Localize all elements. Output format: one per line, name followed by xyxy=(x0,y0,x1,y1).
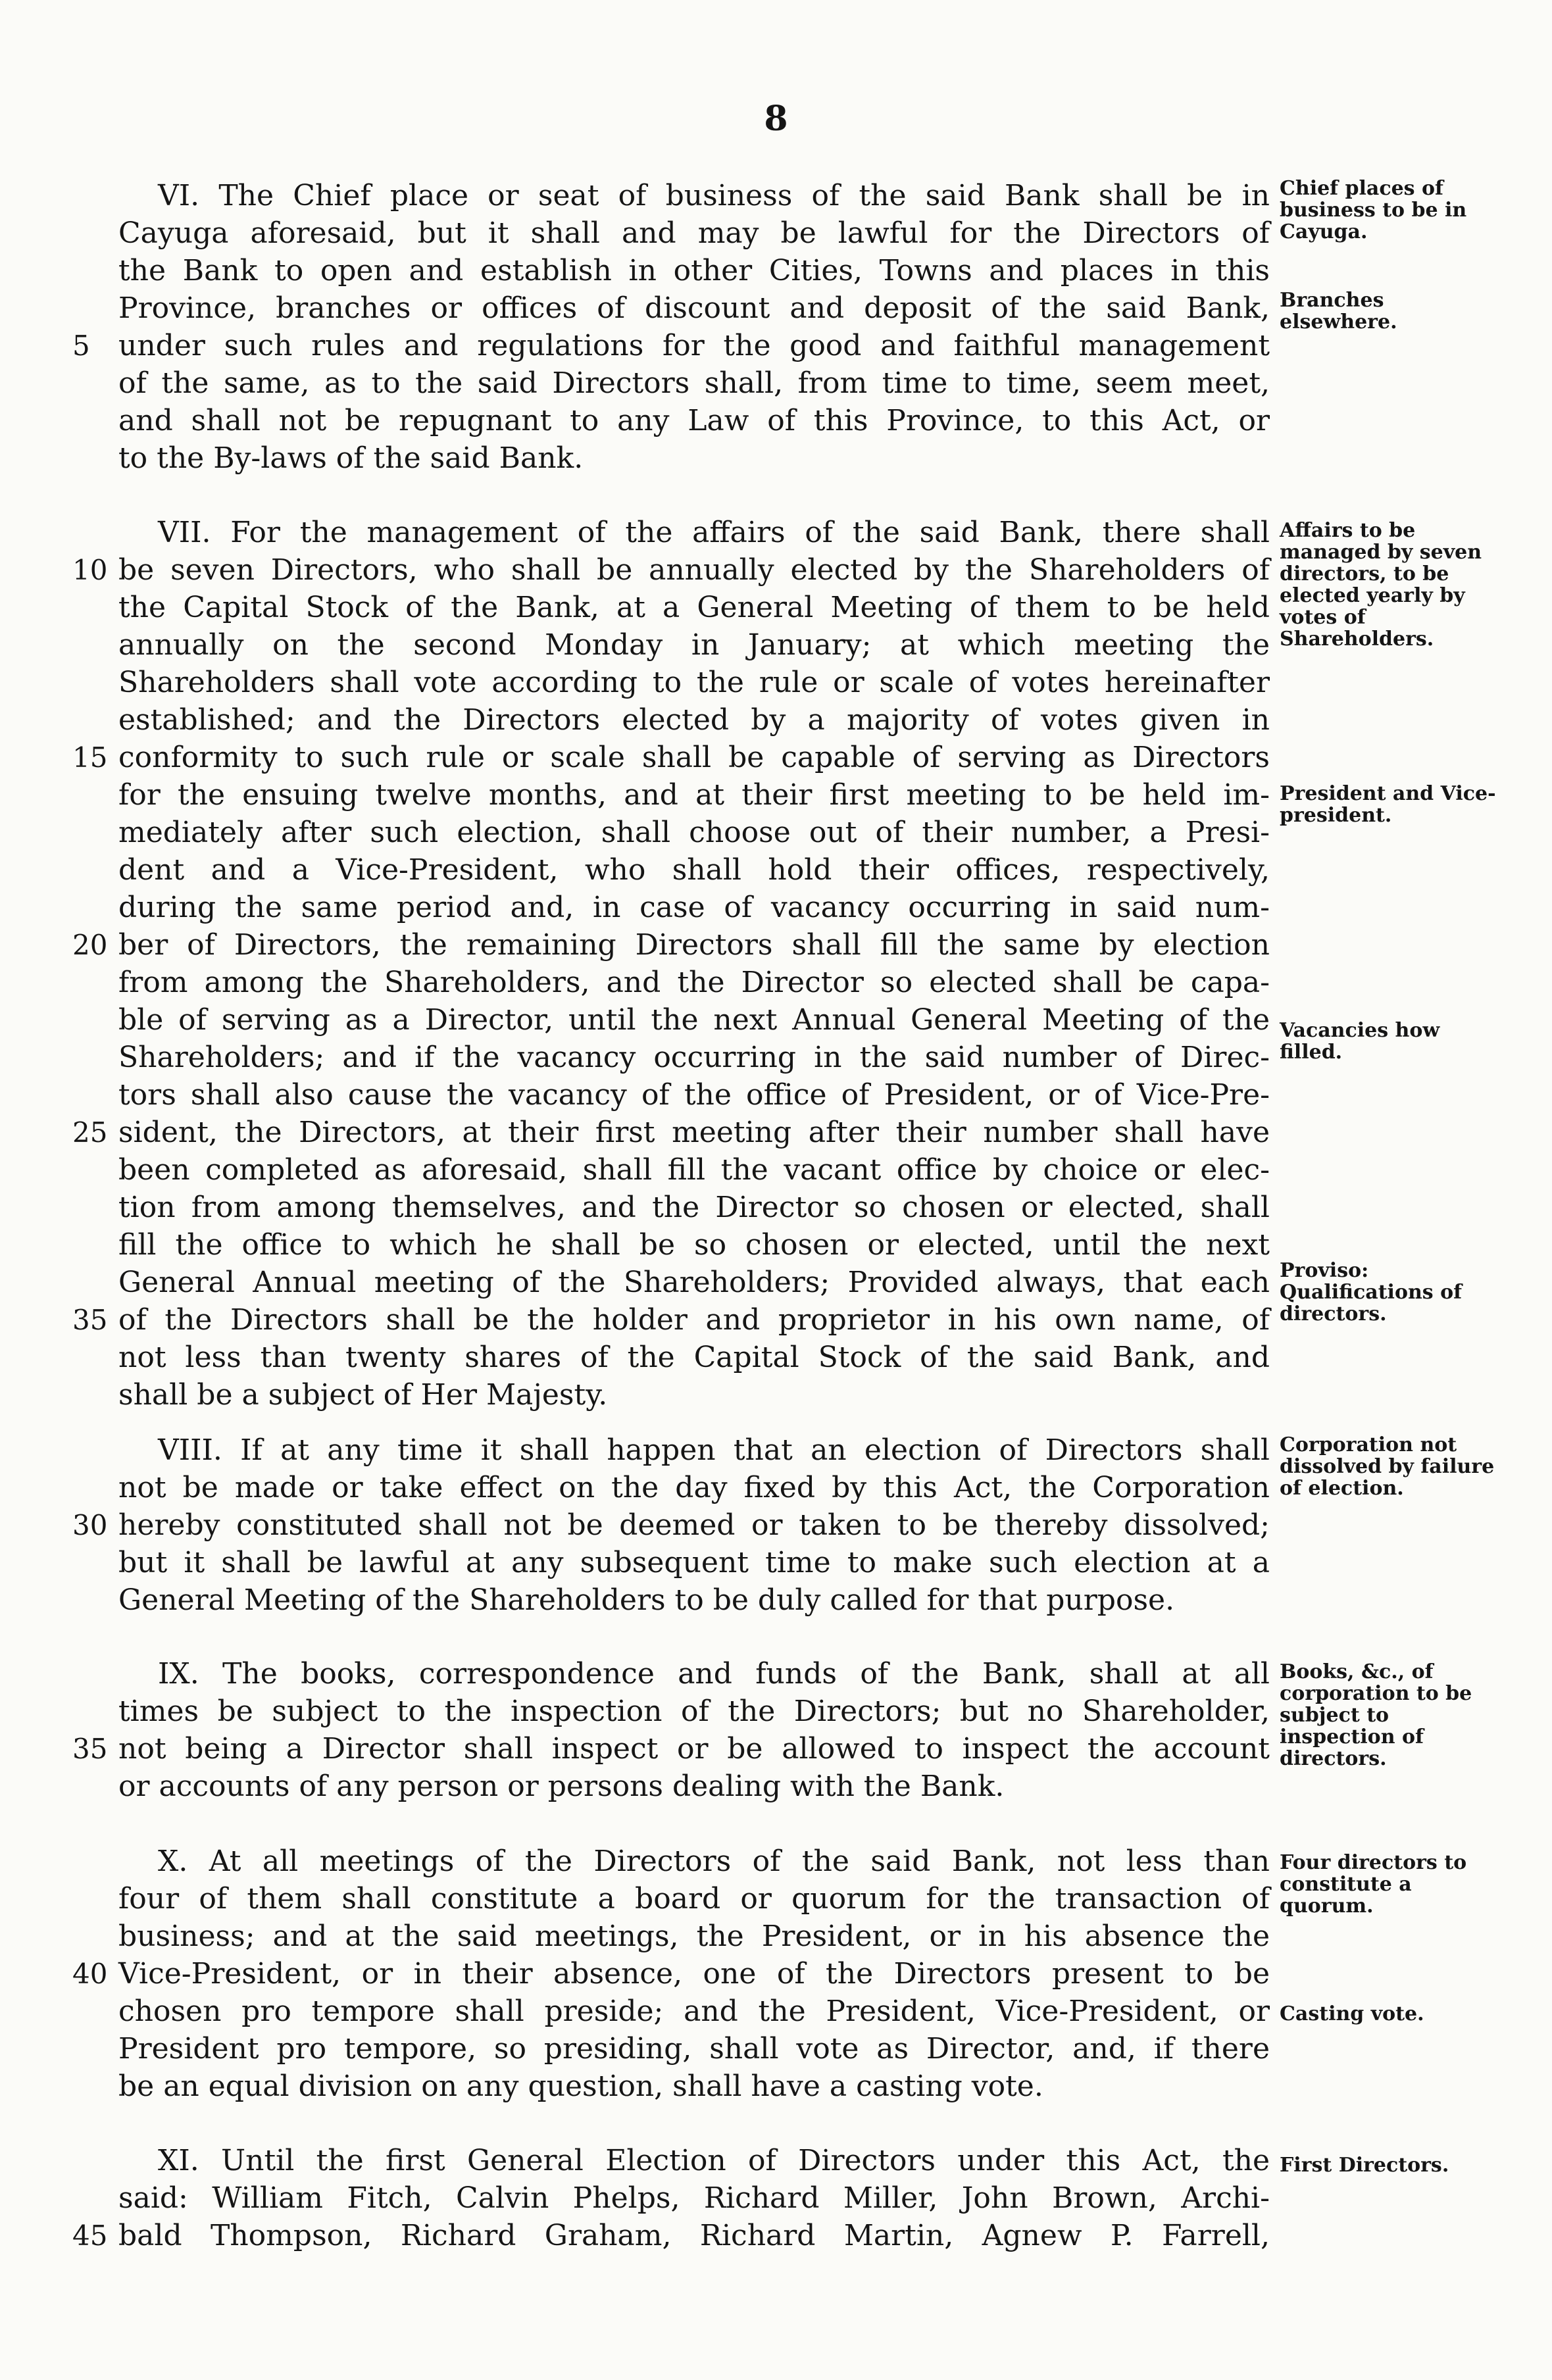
line-text: sident, the Directors, at their first meeting after their number shall have xyxy=(118,1116,1270,1149)
line-text: tors shall also cause the vacancy of the office of President, or of Vice-Pre- xyxy=(118,1078,1270,1112)
line-number: 15 xyxy=(72,741,108,774)
line-text: Cayuga aforesaid, but it shall and may be lawful for the Directors of xyxy=(118,216,1270,250)
text-line xyxy=(72,1113,1270,1153)
text-line xyxy=(118,2029,1270,2069)
margin-note-casting-vote: Casting vote. xyxy=(1280,2002,1424,2025)
text-line xyxy=(118,888,1270,928)
page-number: 8 xyxy=(764,99,788,139)
text-line xyxy=(118,701,1270,740)
text-line xyxy=(118,401,1270,441)
line-number: 25 xyxy=(72,1116,108,1149)
margin-note-president: President and Vice-president. xyxy=(1280,782,1496,827)
line-number: 45 xyxy=(72,2219,108,2252)
line-text: VIII. If at any time it shall happen that an election of Directors shall xyxy=(158,1433,1270,1467)
text-line xyxy=(118,776,1270,815)
text-line xyxy=(118,2067,1270,2106)
line-text: but it shall be lawful at any subsequent time to make such election at a xyxy=(118,1546,1270,1579)
line-text: chosen pro tempore shall preside; and the President, Vice-President, or xyxy=(118,1995,1270,2028)
text-line xyxy=(72,2216,1270,2256)
margin-note-vacancies: Vacancies how filled. xyxy=(1280,1019,1440,1064)
line-text: IX. The books, correspondence and funds of the Bank, shall at all xyxy=(158,1657,1270,1691)
text-line xyxy=(158,2141,1270,2181)
text-line xyxy=(118,1151,1270,1190)
text-line xyxy=(118,1226,1270,1265)
line-text: during the same period and, in case of vacancy occurring in said num- xyxy=(118,891,1270,924)
text-line xyxy=(72,738,1270,778)
margin-note-books: Books, &c., of corporation to be subject to inspection of directors. xyxy=(1280,1660,1472,1770)
text-line xyxy=(72,551,1270,590)
line-text: established; and the Directors elected by a majority of votes given in xyxy=(118,703,1270,737)
line-text: ber of Directors, the remaining Directors shall fill the same by election xyxy=(118,928,1270,962)
line-text: not less than twenty shares of the Capital Stock of the said Bank, and xyxy=(118,1341,1270,1374)
margin-note-chief-place: Chief places of business to be in Cayuga. xyxy=(1280,177,1467,243)
line-text: be seven Directors, who shall be annually elected by the Shareholders of xyxy=(118,553,1270,587)
text-line xyxy=(72,1506,1270,1545)
line-text: of the Directors shall be the holder and proprietor in his own name, of xyxy=(118,1303,1270,1337)
line-text: Vice-President, or in their absence, one of the Directors present to be xyxy=(118,1957,1270,1991)
margin-note-first-directors: First Directors. xyxy=(1280,2154,1449,2177)
line-text: conformity to such rule or scale shall be capable of serving as Directors xyxy=(118,741,1270,774)
margin-note-quorum: Four directors to constitute a quorum. xyxy=(1280,1851,1467,1918)
margin-note-corporation: Corporation not dissolved by failure of election. xyxy=(1280,1433,1495,1500)
line-text: XI. Until the first General Election of Directors under this Act, the xyxy=(158,2144,1270,2177)
text-line xyxy=(118,1917,1270,1956)
text-line xyxy=(118,439,1270,478)
line-text: be an equal division on any question, shall have a casting vote. xyxy=(118,2070,1043,2103)
text-line xyxy=(118,663,1270,703)
text-line xyxy=(158,513,1270,553)
line-text: and shall not be repugnant to any Law of this Province, to this Act, or xyxy=(118,404,1270,437)
margin-note-proviso: Proviso: Qualifications of directors. xyxy=(1280,1259,1463,1326)
line-text: said: William Fitch, Calvin Phelps, Richard Miller, John Brown, Archi- xyxy=(118,2181,1270,2215)
text-line xyxy=(118,1992,1270,2031)
line-text: Shareholders; and if the vacancy occurring in the said number of Direc- xyxy=(118,1041,1270,1074)
line-text: mediately after such election, shall choose out of their number, a Presi- xyxy=(118,816,1270,849)
text-line xyxy=(118,626,1270,665)
line-text: X. At all meetings of the Directors of the said Bank, not less than xyxy=(158,1845,1270,1878)
line-text: hereby constituted shall not be deemed or taken to be thereby dissolved; xyxy=(118,1508,1270,1542)
line-text: dent and a Vice-President, who shall hold their offices, respectively, xyxy=(118,853,1270,887)
line-text: General Annual meeting of the Shareholders; Provided always, that each xyxy=(118,1266,1270,1299)
line-text: tion from among themselves, and the Director so chosen or elected, shall xyxy=(118,1191,1270,1224)
text-line xyxy=(118,1076,1270,1115)
line-text: ble of serving as a Director, until the next Annual General Meeting of the xyxy=(118,1003,1270,1037)
line-text: VII. For the management of the affairs of the said Bank, there shall xyxy=(158,516,1270,549)
line-text: not being a Director shall inspect or be allowed to inspect the account xyxy=(118,1732,1270,1766)
line-text: shall be a subject of Her Majesty. xyxy=(118,1378,608,1412)
line-number: 30 xyxy=(72,1509,108,1541)
text-line xyxy=(72,1954,1270,1994)
line-text: fill the office to which he shall be so chosen or elected, until the next xyxy=(118,1228,1270,1262)
line-text: General Meeting of the Shareholders to be duly called for that purpose. xyxy=(118,1583,1175,1617)
line-text: under such rules and regulations for the good and faithful management xyxy=(118,329,1270,362)
margin-note-branches: Branches elsewhere. xyxy=(1280,289,1397,334)
text-line xyxy=(118,1767,1270,1806)
line-text: to the By-laws of the said Bank. xyxy=(118,441,584,475)
text-line xyxy=(118,1188,1270,1227)
line-number: 35 xyxy=(72,1304,108,1336)
line-text: not be made or take effect on the day fixed by this Act, the Corporation xyxy=(118,1471,1270,1504)
line-number: 5 xyxy=(72,330,90,362)
line-text: Province, branches or offices of discount and deposit of the said Bank, xyxy=(118,291,1270,325)
line-text: Shareholders shall vote according to the rule or scale of votes hereinafter xyxy=(118,666,1270,699)
line-text: or accounts of any person or persons dealing with the Bank. xyxy=(118,1770,1005,1803)
line-text: times be subject to the inspection of the Directors; but no Shareholder, xyxy=(118,1695,1270,1728)
text-line xyxy=(118,1879,1270,1919)
text-line xyxy=(158,1431,1270,1470)
text-line xyxy=(158,176,1270,216)
text-line xyxy=(118,588,1270,628)
line-text: annually on the second Monday in January; at which meeting the xyxy=(118,628,1270,662)
line-text: been completed as aforesaid, shall fill the vacant office by choice or elec- xyxy=(118,1153,1270,1187)
line-text: President pro tempore, so presiding, shall vote as Director, and, if there xyxy=(118,2032,1270,2066)
line-text: bald Thompson, Richard Graham, Richard Martin, Agnew P. Farrell, xyxy=(118,2219,1270,2252)
text-line xyxy=(118,251,1270,291)
text-line xyxy=(118,1263,1270,1302)
text-line xyxy=(118,813,1270,853)
text-line xyxy=(118,2179,1270,2218)
line-text: from among the Shareholders, and the Director so elected shall be capa- xyxy=(118,966,1270,999)
text-line xyxy=(118,214,1270,253)
line-number: 10 xyxy=(72,554,108,586)
line-text: of the same, as to the said Directors shall, from time to time, seem meet, xyxy=(118,366,1270,400)
text-line xyxy=(118,851,1270,890)
line-text: VI. The Chief place or seat of business of the said Bank shall be in xyxy=(158,179,1270,212)
text-line xyxy=(158,1654,1270,1694)
line-number: 40 xyxy=(72,1958,108,1990)
text-line xyxy=(72,926,1270,965)
text-line xyxy=(118,1692,1270,1731)
text-line xyxy=(118,289,1270,328)
text-line xyxy=(158,1842,1270,1881)
margin-note-affairs: Affairs to be managed by seven directors, to be elected yearly by votes of Shareholders. xyxy=(1280,519,1482,651)
line-number: 20 xyxy=(72,929,108,961)
text-line xyxy=(118,1468,1270,1508)
line-text: business; and at the said meetings, the President, or in his absence the xyxy=(118,1920,1270,1953)
text-line xyxy=(118,1543,1270,1583)
line-text: for the ensuing twelve months, and at their first meeting to be held im- xyxy=(118,778,1270,812)
line-text: the Bank to open and establish in other Cities, Towns and places in this xyxy=(118,254,1270,287)
line-text: the Capital Stock of the Bank, at a General Meeting of them to be held xyxy=(118,591,1270,624)
text-line xyxy=(118,1338,1270,1377)
text-line xyxy=(118,1376,1270,1415)
line-number: 35 xyxy=(72,1733,108,1765)
text-line xyxy=(72,1301,1270,1340)
line-text: four of them shall constitute a board or quorum for the transaction of xyxy=(118,1882,1270,1916)
text-line xyxy=(118,1038,1270,1078)
text-line xyxy=(72,326,1270,366)
text-line xyxy=(118,1001,1270,1040)
text-line xyxy=(118,963,1270,1003)
text-line xyxy=(118,364,1270,403)
text-line xyxy=(118,1581,1270,1620)
text-line xyxy=(72,1729,1270,1769)
